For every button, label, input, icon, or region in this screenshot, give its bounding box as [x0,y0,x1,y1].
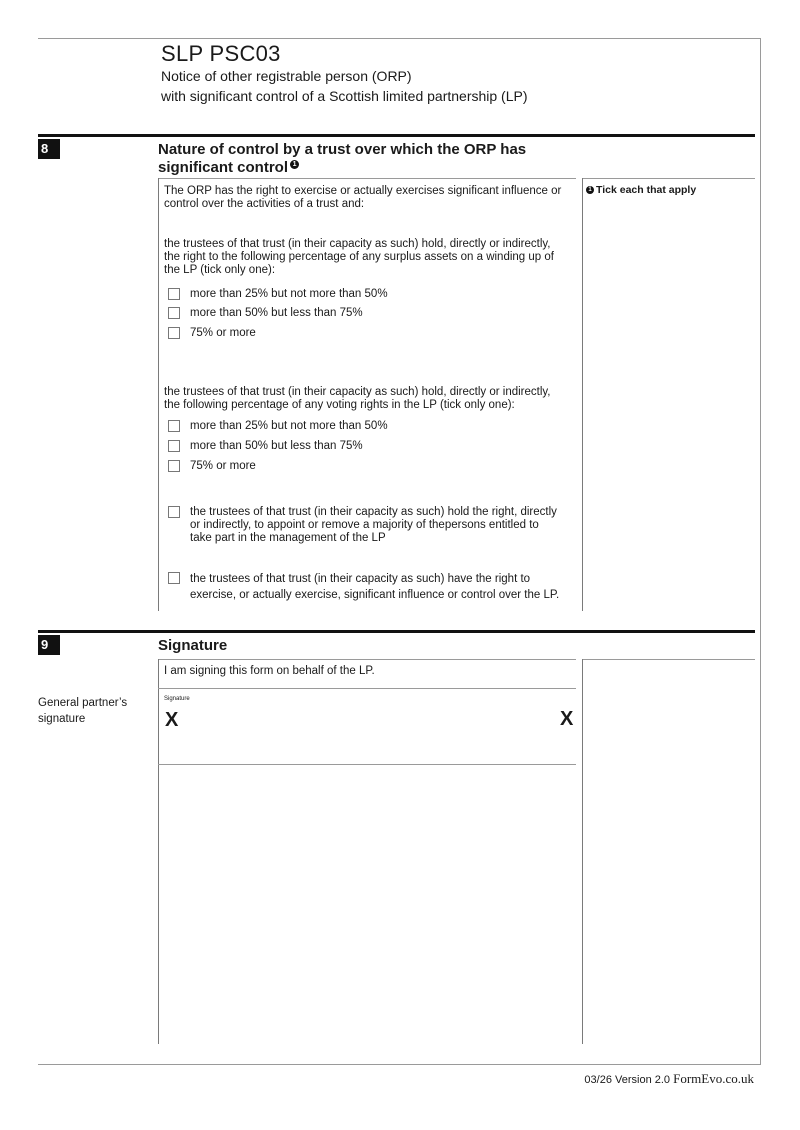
appoint-option-label-line1: the trustees of that trust (in their capacity as such) hold the right, directly [190,506,557,518]
signature-field[interactable] [162,694,576,762]
form-subtitle-line1: Notice of other registrable person (ORP) [161,68,412,84]
right-border [760,38,761,1065]
voting-option-1-checkbox[interactable] [168,420,180,432]
appoint-option-label-line3: take part in the management of the LP [190,532,386,544]
section9-rule [38,630,755,633]
top-border [38,38,761,39]
influence-option-label [190,571,559,603]
general-partner-label-line2: signature [38,713,86,725]
bottom-border [38,1064,761,1065]
general-partner-label-line1: General partner’s [38,697,128,709]
signing-statement: I am signing this form on behalf of the LP. [164,665,375,677]
signature-box-bottom [158,764,576,765]
surplus-option-2-checkbox[interactable] [168,307,180,319]
section9-left-rule [158,659,159,1044]
section9-right-rule [582,659,583,1044]
surplus-option-2-label: more than 50% but less than 75% [190,307,363,319]
section8-note-top [582,178,755,179]
footer-brand: FormEvo.co.uk [673,1071,754,1086]
section8-title-line2: significant control [158,159,289,176]
section9-number: 9 [38,635,60,655]
surplus-option-3-checkbox[interactable] [168,327,180,339]
section8-intro: The ORP has the right to exercise or actually exercises significant influence or control over the activities of a trust and: [164,185,562,210]
voting-option-2-checkbox[interactable] [168,440,180,452]
section8-title-line1: Nature of control by a trust over which the ORP has [158,141,527,158]
signature-field-label: Signature [164,696,190,702]
influence-option-label-line1: the trustees of that trust (in their capacity as such) have the right to [190,573,531,585]
voting-option-1-label: more than 25% but not more than 50% [190,420,388,432]
voting-rights-text: the trustees of that trust (in their capacity as such) hold, directly or indirectly, the following percentage of any voting rights in the LP (tick only one): [164,386,551,411]
section9-title: Signature [158,637,228,654]
appoint-option-checkbox[interactable] [168,506,180,518]
appoint-option-label [190,506,557,545]
appoint-option-label-line2: or indirectly, to appoint or remove a majority of thepersons entitled to [190,519,539,531]
influence-option-checkbox[interactable] [168,572,180,584]
info-marker-icon: 1 [290,160,299,169]
section8-rule [38,134,755,137]
voting-option-2-label: more than 50% but less than 75% [190,440,363,452]
surplus-option-1-checkbox[interactable] [168,288,180,300]
section8-box-top [158,178,576,179]
info-marker-icon: 1 [586,186,594,194]
voting-option-3-checkbox[interactable] [168,460,180,472]
section9-box-top [158,659,576,660]
section8-left-rule [158,178,159,611]
tick-note [586,184,696,196]
sign-here-x-left-icon: X [165,709,179,731]
section8-title [158,141,526,177]
form-code: SLP PSC03 [161,41,281,66]
section9-note-top [582,659,755,660]
voting-option-3-label: 75% or more [190,460,256,472]
section8-number: 8 [38,139,60,159]
surplus-option-3-label: 75% or more [190,327,256,339]
footer-version: 03/26 Version 2.0 [584,1074,671,1086]
influence-option-label-line2: exercise, or actually exercise, significant influence or control over the LP. [190,589,560,601]
tick-note-text: Tick each that apply [596,184,697,196]
sign-here-x-right-icon: X [560,708,574,730]
form-subtitle-line2: with significant control of a Scottish limited partnership (LP) [161,88,528,104]
surplus-assets-text: the trustees of that trust (in their capacity as such) hold, directly or indirectly, the right to the following percentage of any surplus assets on a winding up of the LP (tick only one): [164,238,554,276]
surplus-option-1-label: more than 25% but not more than 50% [190,288,388,300]
footer [584,1071,754,1087]
section8-right-rule [582,178,583,611]
signature-box-top [158,688,576,689]
general-partner-label [38,695,127,727]
